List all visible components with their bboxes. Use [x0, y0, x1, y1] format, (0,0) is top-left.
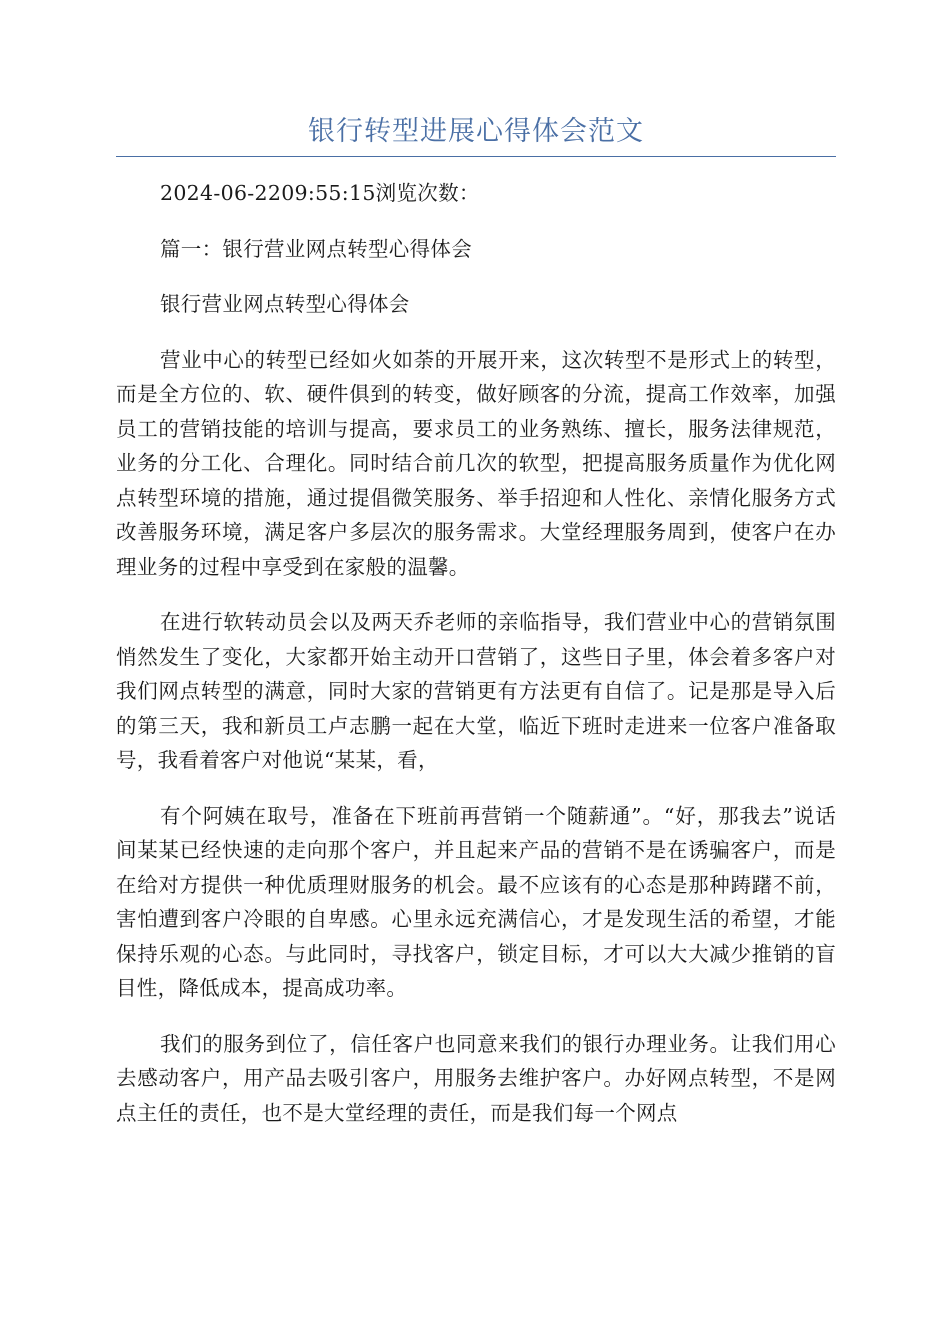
body-paragraph: 有个阿姨在取号，准备在下班前再营销一个随薪通”。“好，那我去”说话间某某已经快速的走向那个客户，并且起来产品的营销不是在诱骗客户，而是在给对方提供一种优质理财服务的机会。最不应该有的心态是那种踌躇不前，害怕遭到客户冷眼的自卑感。心里永远充满信心，才是发现生活的希望，才能保持乐观的心态。与此同时，寻找客户，锁定目标，才可以大大减少推销的盲目性，降低成本，提高成功率。	[116, 803, 836, 1000]
document-body	[116, 176, 836, 1130]
body-paragraph: 在进行软转动员会以及两天乔老师的亲临指导，我们营业中心的营销氛围悄然发生了变化，大家都开始主动开口营销了，这些日子里，体会着多客户对我们网点转型的满意，同时大家的营销更有方法更有自信了。记是那是导入后的第三天，我和新员工卢志鹏一起在大堂，临近下班时走进来一位客户准备取号，我看着客户对他说“某某，看，	[116, 610, 836, 772]
section-heading: 篇一：银行营业网点转型心得体会	[160, 236, 472, 261]
meta-line: 2024-06-2209:55:15浏览次数：	[160, 181, 480, 205]
title-block	[116, 112, 836, 157]
document-title: 银行转型进展心得体会范文	[308, 116, 644, 147]
section-subtitle: 银行营业网点转型心得体会	[160, 292, 410, 316]
body-paragraph: 我们的服务到位了，信任客户也同意来我们的银行办理业务。让我们用心去感动客户，用产品去吸引客户，用服务去维护客户。办好网点转型，不是网点主任的责任，也不是大堂经理的责任，而是我们每一个网点	[116, 1031, 836, 1125]
body-paragraph: 营业中心的转型已经如火如荼的开展开来，这次转型不是形式上的转型，而是全方位的、软、硬件俱到的转变，做好顾客的分流，提高工作效率，加强员工的营销技能的培训与提高，要求员工的业务熟练、擅长，服务法律规范，业务的分工化、合理化。同时结合前几次的软型，把提高服务质量作为优化网点转型环境的措施，通过提倡微笑服务、举手招迎和人性化、亲情化服务方式改善服务环境，满足客户多层次的服务需求。大堂经理服务周到，使客户在办理业务的过程中享受到在家般的温馨。	[116, 347, 836, 579]
